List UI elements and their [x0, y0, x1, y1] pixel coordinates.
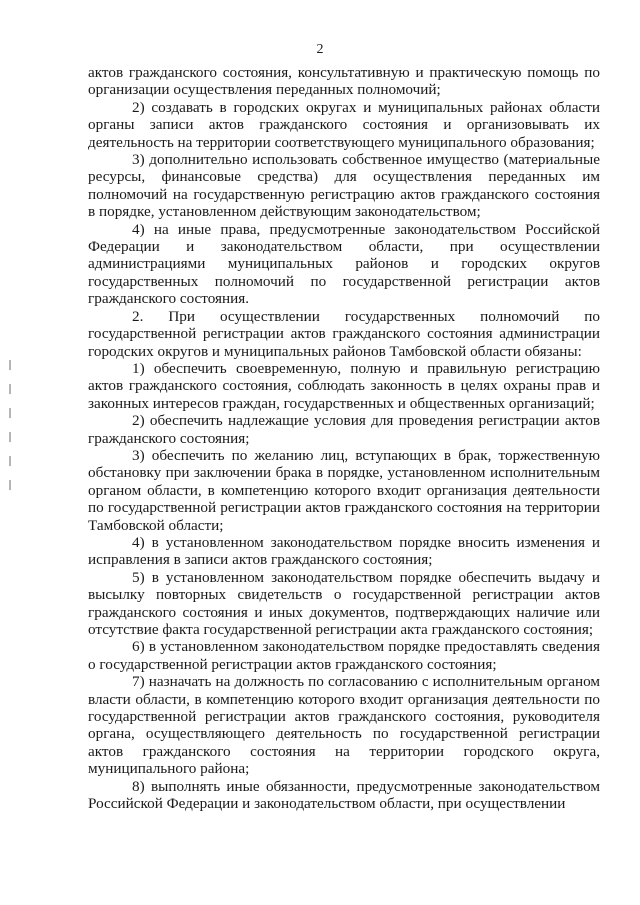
paragraph: 6) в установленном законодательством порядке предоставлять сведения о государственной регистрации актов гражданского состояния; — [88, 638, 600, 673]
paragraph: 2. При осуществлении государственных полномочий по государственной регистрации актов гражданского состояния администрации городских округов и муниципальных районов Тамбовской области обязаны: — [88, 307, 600, 360]
margin-mark — [9, 456, 11, 466]
margin-mark — [9, 480, 11, 490]
paragraph: 5) в установленном законодательством порядке обеспечить выдачу и высылку повторных свидетельств о государственной регистрации актов гражданского состояния и иных документов, подтверждающих наличие или отсутствие факта государственной регистрации акта гражданского состояния; — [88, 568, 600, 638]
paragraph: 4) в установленном законодательством порядке вносить изменения и исправления в записи актов гражданского состояния; — [88, 533, 600, 569]
paragraph: 8) выполнять иные обязанности, предусмотренные законодательством Российской Федерации и законодательством области, при осуществлении — [88, 777, 600, 813]
paragraph: 3) обеспечить по желанию лиц, вступающих в брак, торжественную обстановку при заключении брака в порядке, установленном исполнительным органом области, в компетенцию которого входит организация деятельности по государственной регистрации актов гражданского состояния на территории Тамбовской области; — [88, 446, 600, 534]
margin-mark — [9, 408, 11, 418]
margin-mark — [9, 384, 11, 394]
paragraph: 1) обеспечить своевременную, полную и правильную регистрацию актов гражданского состояния, соблюдать законность в целях охраны прав и законных интересов граждан, государственных и общественных организаций; — [88, 359, 600, 412]
paragraph: 3) дополнительно использовать собственное имущество (материальные ресурсы, финансовые средства) для осуществления переданных им полномочий на государственную регистрацию актов гражданского состояния в порядке, установленном действующим законодательством; — [88, 151, 600, 221]
paragraph: 2) обеспечить надлежащие условия для проведения регистрации актов гражданского состояния; — [88, 412, 600, 447]
margin-mark — [9, 360, 11, 370]
paragraph: актов гражданского состояния, консультативную и практическую помощь по организации осуществления переданных полномочий; — [88, 64, 600, 99]
paragraph: 2) создавать в городских округах и муниципальных районах области органы записи актов гражданского состояния и организовывать их деятельность на территории соответствующего муниципального образования; — [88, 98, 600, 151]
margin-marks — [8, 360, 12, 520]
paragraph: 4) на иные права, предусмотренные законодательством Российской Федерации и законодательством области, при осуществлении администрациями муниципальных районов и городских округов государственных полномочий по государственной регистрации актов гражданского состояния. — [88, 220, 600, 308]
page-number: 2 — [316, 42, 324, 57]
document-body — [88, 64, 600, 812]
paragraph: 7) назначать на должность по согласованию с исполнительным органом власти области, в компетенцию которого входит организация деятельности по государственной регистрации актов гражданского состояния, руководителя органа, осуществляющего деятельность по государственной регистрации актов гражданского состояния на территории городского округа, муниципального района; — [88, 673, 600, 778]
margin-mark — [9, 432, 11, 442]
